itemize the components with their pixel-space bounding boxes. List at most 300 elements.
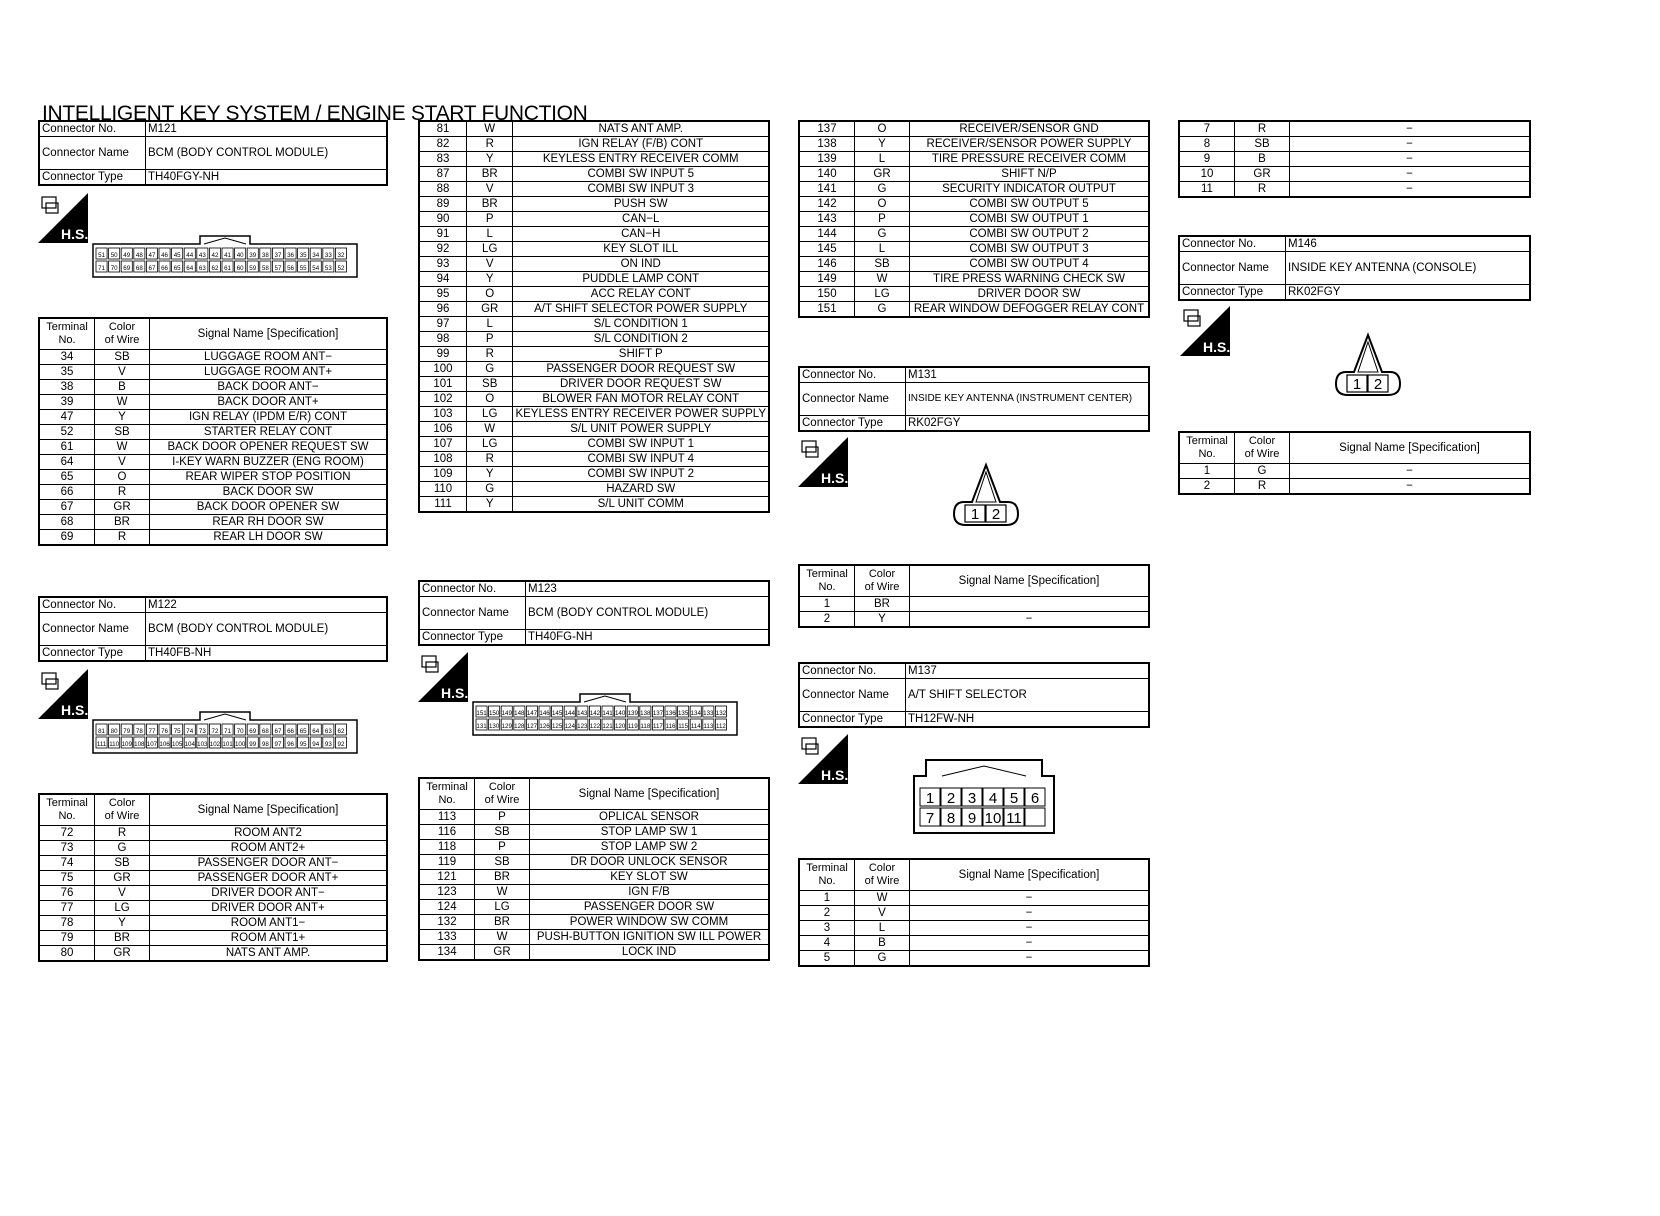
table-row — [39, 425, 387, 440]
pin-number: 50 — [110, 252, 118, 259]
wire-color-cell: R — [95, 485, 150, 500]
connector-info-m123 — [418, 580, 770, 646]
wire-color-cell: Y — [466, 272, 512, 287]
table-row — [799, 121, 1149, 137]
pin-number: 92 — [337, 741, 345, 748]
table-row — [419, 422, 769, 437]
terminal-no-cell: 88 — [419, 182, 466, 197]
header-color-of-wire-text: of Wire — [864, 581, 900, 593]
wire-color-cell: V — [95, 455, 150, 470]
table-row — [39, 826, 387, 841]
wire-color-cell: SB — [475, 855, 530, 870]
connector-face-m146 — [1332, 332, 1404, 403]
signal-name-cell: CAN−L — [513, 212, 769, 227]
pin-number: 2 — [991, 506, 1001, 523]
terminal-no-cell: 102 — [419, 392, 466, 407]
pin-number: 122 — [589, 723, 601, 730]
pin-number: 70 — [236, 728, 244, 735]
table-row — [39, 515, 387, 530]
table-row — [39, 485, 387, 500]
label-connector-type: Connector Type — [799, 712, 906, 728]
pin-number: 96 — [287, 741, 294, 748]
terminal-no-cell: 133 — [419, 930, 475, 945]
signal-name-cell: NATS ANT AMP. — [513, 121, 769, 137]
signal-name-cell: S/L CONDITION 1 — [513, 317, 769, 332]
connector-info-m131 — [798, 366, 1150, 432]
table-row — [1179, 464, 1530, 479]
pin-number: 69 — [123, 265, 131, 272]
table-row — [1179, 479, 1530, 495]
signal-name-cell: BLOWER FAN MOTOR RELAY CONT — [513, 392, 769, 407]
wire-color-cell: G — [855, 951, 910, 967]
table-header — [39, 794, 387, 826]
terminal-table-m122-cont — [418, 120, 770, 513]
connector-face-m121 — [92, 232, 358, 283]
header-color-of-wire-text: Color — [1248, 435, 1276, 447]
signal-name-cell: I-KEY WARN BUZZER (ENG ROOM) — [150, 455, 388, 470]
pin-number: 1 — [925, 790, 935, 807]
table-row — [419, 287, 769, 302]
header-terminal-no — [799, 859, 855, 891]
pin-number: 131 — [476, 723, 487, 730]
signal-name-cell: STARTER RELAY CONT — [150, 425, 388, 440]
pin-number: 142 — [589, 710, 601, 717]
pin-number: 52 — [337, 265, 345, 272]
pin-number: 71 — [98, 265, 105, 272]
pin-number: 128 — [514, 723, 525, 730]
pin-number: 105 — [171, 741, 183, 748]
terminal-no-cell: 66 — [39, 485, 95, 500]
header-terminal-no-text: No. — [818, 581, 836, 593]
pin-number: 64 — [186, 265, 194, 272]
table-row — [799, 287, 1149, 302]
connector-face-icon — [92, 708, 358, 754]
table-header — [419, 778, 769, 810]
terminal-no-cell: 121 — [419, 870, 475, 885]
signal-name-cell: − — [1290, 137, 1531, 152]
table-row — [419, 452, 769, 467]
signal-name-cell: REAR LH DOOR SW — [150, 530, 388, 546]
terminal-no-cell: 2 — [1179, 479, 1235, 495]
terminal-no-cell: 103 — [419, 407, 466, 422]
signal-name-cell: COMBI SW OUTPUT 4 — [910, 257, 1150, 272]
signal-name-cell: KEY SLOT ILL — [513, 242, 769, 257]
signal-name-cell — [910, 597, 1150, 612]
signal-name-cell: POWER WINDOW SW COMM — [530, 915, 770, 930]
terminal-no-cell: 65 — [39, 470, 95, 485]
signal-name-cell: COMBI SW INPUT 3 — [513, 182, 769, 197]
terminal-table-m146 — [1178, 431, 1531, 495]
wire-color-cell: R — [1235, 121, 1290, 137]
wire-color-cell: G — [855, 182, 910, 197]
wire-color-cell: P — [475, 840, 530, 855]
table-row — [799, 597, 1149, 612]
table-row — [419, 930, 769, 945]
hs-badge-icon — [1180, 306, 1230, 356]
terminal-no-cell: 91 — [419, 227, 466, 242]
table-row — [419, 437, 769, 452]
wire-color-cell: V — [466, 257, 512, 272]
connector-name-value: BCM (BODY CONTROL MODULE) — [526, 597, 770, 630]
wire-color-cell: O — [95, 470, 150, 485]
pin-number: 111 — [96, 741, 107, 748]
header-signal-name — [1290, 432, 1531, 464]
pin-number: 63 — [198, 265, 206, 272]
hs-badge-icon — [798, 437, 848, 487]
table-row — [799, 197, 1149, 212]
header-terminal-no-text: Terminal — [1186, 435, 1228, 447]
label-connector-name: Connector Name — [1179, 252, 1286, 285]
header-terminal-no-text: No. — [58, 810, 76, 822]
signal-name-cell: − — [1290, 464, 1531, 479]
header-color-of-wire-text: Color — [868, 568, 896, 580]
table-row — [39, 916, 387, 931]
terminal-no-cell: 39 — [39, 395, 95, 410]
wire-color-cell: V — [95, 365, 150, 380]
pin-number: 136 — [665, 710, 676, 717]
connector-no-value: M121 — [146, 121, 388, 137]
pin-number: 102 — [209, 741, 221, 748]
wire-color-cell: R — [466, 137, 512, 152]
pin-number: 101 — [222, 741, 233, 748]
signal-name-cell: PASSENGER DOOR SW — [530, 900, 770, 915]
table-row — [799, 951, 1149, 967]
wire-color-cell: LG — [466, 437, 512, 452]
terminal-no-cell: 35 — [39, 365, 95, 380]
wire-color-cell: GR — [475, 945, 530, 961]
wire-color-cell: G — [855, 227, 910, 242]
table-row — [419, 855, 769, 870]
pin-number: 62 — [337, 728, 345, 735]
label-connector-type: Connector Type — [799, 416, 906, 432]
hs-icon — [798, 437, 848, 487]
wire-color-cell: SB — [1235, 137, 1290, 152]
terminal-no-cell: 132 — [419, 915, 475, 930]
label-connector-no: Connector No. — [1179, 236, 1286, 252]
pin-number: 78 — [135, 728, 143, 735]
pin-number: 146 — [539, 710, 550, 717]
connector-type-value: RK02FGY — [1286, 285, 1531, 301]
terminal-no-cell: 107 — [419, 437, 466, 452]
terminal-no-cell: 142 — [799, 197, 855, 212]
header-terminal-no-text: No. — [818, 875, 836, 887]
pin-number: 32 — [337, 252, 345, 259]
table-row — [39, 901, 387, 916]
signal-name-cell: COMBI SW INPUT 2 — [513, 467, 769, 482]
header-color-of-wire — [95, 794, 150, 826]
header-color-of-wire-text: of Wire — [864, 875, 900, 887]
header-signal-name — [150, 794, 388, 826]
hs-label: H.S. — [61, 702, 88, 718]
pin-number: 75 — [173, 728, 181, 735]
wire-color-cell: R — [1235, 182, 1290, 198]
header-color-of-wire-text: of Wire — [1244, 448, 1280, 460]
signal-name-cell: IGN RELAY (IPDM E/R) CONT — [150, 410, 388, 425]
pin-number: 3 — [967, 790, 977, 807]
pin-number: 37 — [274, 252, 282, 259]
pin-number: 74 — [186, 728, 194, 735]
terminal-no-cell: 72 — [39, 826, 95, 841]
pin-number: 77 — [148, 728, 156, 735]
pin-number: 69 — [249, 728, 257, 735]
terminal-no-cell: 8 — [1179, 137, 1235, 152]
table-row — [419, 197, 769, 212]
table-row — [799, 167, 1149, 182]
pin-number: 44 — [186, 252, 194, 259]
terminal-no-cell: 92 — [419, 242, 466, 257]
pin-number: 133 — [703, 710, 714, 717]
signal-name-cell: COMBI SW OUTPUT 2 — [910, 227, 1150, 242]
signal-name-cell: − — [1290, 167, 1531, 182]
connector-no-value: M122 — [146, 597, 388, 613]
terminal-no-cell: 90 — [419, 212, 466, 227]
signal-name-cell: RECEIVER/SENSOR GND — [910, 121, 1150, 137]
pin-number: 109 — [121, 741, 132, 748]
table-row — [1179, 121, 1530, 137]
terminal-no-cell: 113 — [419, 810, 475, 825]
wire-color-cell: W — [466, 121, 512, 137]
header-color-of-wire — [475, 778, 530, 810]
signal-name-cell: DRIVER DOOR SW — [910, 287, 1150, 302]
terminal-no-cell: 10 — [1179, 167, 1235, 182]
wire-color-cell: O — [466, 392, 512, 407]
wire-color-cell: G — [466, 362, 512, 377]
terminal-no-cell: 124 — [419, 900, 475, 915]
table-row — [419, 900, 769, 915]
pin-number: 143 — [577, 710, 588, 717]
signal-name-cell: ROOM ANT1− — [150, 916, 388, 931]
signal-name-cell: TIRE PRESSURE RECEIVER COMM — [910, 152, 1150, 167]
header-terminal-no — [39, 318, 95, 350]
header-signal-name-text: Signal Name [Specification] — [958, 574, 1100, 587]
label-connector-name: Connector Name — [39, 613, 146, 646]
wire-color-cell: GR — [95, 946, 150, 962]
terminal-no-cell: 1 — [1179, 464, 1235, 479]
hs-label: H.S. — [821, 470, 848, 486]
table-row — [799, 891, 1149, 906]
pin-number: 42 — [211, 252, 219, 259]
hs-label: H.S. — [61, 226, 88, 242]
pin-number: 72 — [211, 728, 219, 735]
pin-number: 38 — [261, 252, 269, 259]
signal-name-cell: PUDDLE LAMP CONT — [513, 272, 769, 287]
pin-number: 81 — [98, 728, 105, 735]
terminal-no-cell: 68 — [39, 515, 95, 530]
terminal-no-cell: 149 — [799, 272, 855, 287]
signal-name-cell: PASSENGER DOOR REQUEST SW — [513, 362, 769, 377]
pin-number: 6 — [1030, 790, 1040, 807]
terminal-no-cell: 93 — [419, 257, 466, 272]
wire-color-cell: BR — [475, 870, 530, 885]
wire-color-cell: L — [855, 242, 910, 257]
table-row — [39, 365, 387, 380]
pin-number: 107 — [146, 741, 158, 748]
signal-name-cell: − — [910, 921, 1150, 936]
wire-color-cell: SB — [475, 825, 530, 840]
table-row — [419, 332, 769, 347]
pin-number: 135 — [677, 710, 689, 717]
table-row — [799, 906, 1149, 921]
pin-number: 99 — [249, 741, 257, 748]
terminal-no-cell: 116 — [419, 825, 475, 840]
wire-color-cell: V — [95, 886, 150, 901]
table-row — [1179, 137, 1530, 152]
signal-name-cell: A/T SHIFT SELECTOR POWER SUPPLY — [513, 302, 769, 317]
connector-no-value: M131 — [906, 367, 1150, 383]
table-row — [39, 886, 387, 901]
header-terminal-no-text: Terminal — [806, 862, 848, 874]
pin-number: 140 — [614, 710, 626, 717]
table-row — [419, 945, 769, 961]
pin-number: 123 — [577, 723, 588, 730]
signal-name-cell: STOP LAMP SW 2 — [530, 840, 770, 855]
pin-number: 7 — [925, 810, 935, 827]
table-row — [419, 167, 769, 182]
terminal-no-cell: 143 — [799, 212, 855, 227]
terminal-no-cell: 150 — [799, 287, 855, 302]
connector-face-icon — [1332, 332, 1404, 398]
terminal-no-cell: 140 — [799, 167, 855, 182]
signal-name-cell: − — [1290, 152, 1531, 167]
wire-color-cell: W — [855, 272, 910, 287]
hs-badge-icon — [418, 652, 468, 702]
pin-number: 2 — [1373, 376, 1383, 393]
hs-label: H.S. — [821, 767, 848, 783]
wire-color-cell: Y — [95, 916, 150, 931]
pin-number: 76 — [161, 728, 168, 735]
pin-number: 119 — [627, 723, 638, 730]
terminal-no-cell: 99 — [419, 347, 466, 362]
header-terminal-no-text: No. — [1198, 448, 1216, 460]
table-row — [799, 152, 1149, 167]
pin-number: 120 — [614, 723, 626, 730]
connector-name-value: INSIDE KEY ANTENNA (CONSOLE) — [1286, 252, 1531, 285]
pin-number: 36 — [287, 252, 294, 259]
pin-number: 114 — [690, 723, 701, 730]
connector-type-value: RK02FGY — [906, 416, 1150, 432]
connector-face-icon — [912, 758, 1058, 836]
signal-name-cell: LUGGAGE ROOM ANT+ — [150, 365, 388, 380]
terminal-no-cell: 4 — [799, 936, 855, 951]
header-color-of-wire-text: Color — [108, 321, 136, 333]
table-row — [799, 257, 1149, 272]
wire-color-cell: G — [95, 841, 150, 856]
signal-name-cell: BACK DOOR SW — [150, 485, 388, 500]
signal-name-cell: IGN RELAY (F/B) CONT — [513, 137, 769, 152]
label-connector-type: Connector Type — [39, 646, 146, 662]
signal-name-cell: LOCK IND — [530, 945, 770, 961]
terminal-no-cell: 7 — [1179, 121, 1235, 137]
terminal-no-cell: 134 — [419, 945, 475, 961]
terminal-no-cell: 110 — [419, 482, 466, 497]
table-row — [1179, 167, 1530, 182]
pin-number: 63 — [324, 728, 332, 735]
table-row — [419, 497, 769, 513]
wire-color-cell: P — [855, 212, 910, 227]
signal-name-cell: − — [910, 936, 1150, 951]
wire-color-cell: Y — [466, 467, 512, 482]
signal-name-cell: DRIVER DOOR ANT+ — [150, 901, 388, 916]
signal-name-cell: COMBI SW INPUT 4 — [513, 452, 769, 467]
header-terminal-no — [799, 565, 855, 597]
signal-name-cell: SHIFT N/P — [910, 167, 1150, 182]
wire-color-cell: BR — [466, 197, 512, 212]
pin-number: 33 — [324, 252, 332, 259]
table-row — [799, 182, 1149, 197]
wire-color-cell: W — [855, 891, 910, 906]
terminal-no-cell: 2 — [799, 612, 855, 628]
connector-face-m123 — [472, 690, 738, 741]
wire-color-cell: SB — [855, 257, 910, 272]
label-connector-name: Connector Name — [419, 597, 526, 630]
connector-type-value: TH12FW-NH — [906, 712, 1150, 728]
terminal-no-cell: 100 — [419, 362, 466, 377]
pin-number: 132 — [715, 710, 727, 717]
signal-name-cell: ROOM ANT2+ — [150, 841, 388, 856]
pin-number: 4 — [988, 790, 998, 807]
terminal-no-cell: 11 — [1179, 182, 1235, 198]
signal-name-cell: − — [1290, 479, 1531, 495]
pin-number: 51 — [98, 252, 105, 259]
signal-name-cell: DRIVER DOOR REQUEST SW — [513, 377, 769, 392]
label-connector-no: Connector No. — [39, 597, 146, 613]
wire-color-cell: L — [855, 152, 910, 167]
pin-number: 116 — [665, 723, 676, 730]
connector-name-value: BCM (BODY CONTROL MODULE) — [146, 137, 388, 170]
signal-name-cell: COMBI SW OUTPUT 3 — [910, 242, 1150, 257]
header-color-of-wire — [855, 565, 910, 597]
table-row — [39, 871, 387, 886]
header-signal-name-text: Signal Name [Specification] — [1339, 441, 1480, 454]
table-row — [39, 500, 387, 515]
label-connector-name: Connector Name — [799, 679, 906, 712]
pin-number: 100 — [234, 741, 246, 748]
signal-name-cell: KEY SLOT SW — [530, 870, 770, 885]
wire-color-cell: Y — [466, 152, 512, 167]
terminal-no-cell: 123 — [419, 885, 475, 900]
table-row — [39, 931, 387, 946]
wire-color-cell: G — [1235, 464, 1290, 479]
terminal-no-cell: 81 — [419, 121, 466, 137]
header-terminal-no-text: Terminal — [46, 797, 88, 809]
pin-number: 110 — [109, 741, 120, 748]
wire-color-cell: LG — [475, 900, 530, 915]
header-terminal-no-text: Terminal — [426, 781, 468, 793]
signal-name-cell: OPLICAL SENSOR — [530, 810, 770, 825]
pin-number: 103 — [197, 741, 208, 748]
pin-number: 62 — [211, 265, 219, 272]
pin-number: 41 — [224, 252, 231, 259]
table-row — [39, 350, 387, 365]
pin-number: 53 — [324, 265, 332, 272]
wire-color-cell: L — [466, 227, 512, 242]
connector-info-m137 — [798, 662, 1150, 728]
pin-number: 144 — [564, 710, 575, 717]
wire-color-cell: O — [855, 121, 910, 137]
header-signal-name — [910, 565, 1150, 597]
wire-color-cell: W — [95, 440, 150, 455]
pin-number: 149 — [501, 710, 512, 717]
wire-color-cell: GR — [95, 500, 150, 515]
header-color-of-wire — [855, 859, 910, 891]
hs-icon — [38, 193, 88, 243]
wire-color-cell: BR — [466, 167, 512, 182]
wire-color-cell: W — [466, 422, 512, 437]
table-row — [419, 257, 769, 272]
header-terminal-no-text: Terminal — [806, 568, 848, 580]
table-row — [419, 302, 769, 317]
pin-number: 56 — [287, 265, 294, 272]
